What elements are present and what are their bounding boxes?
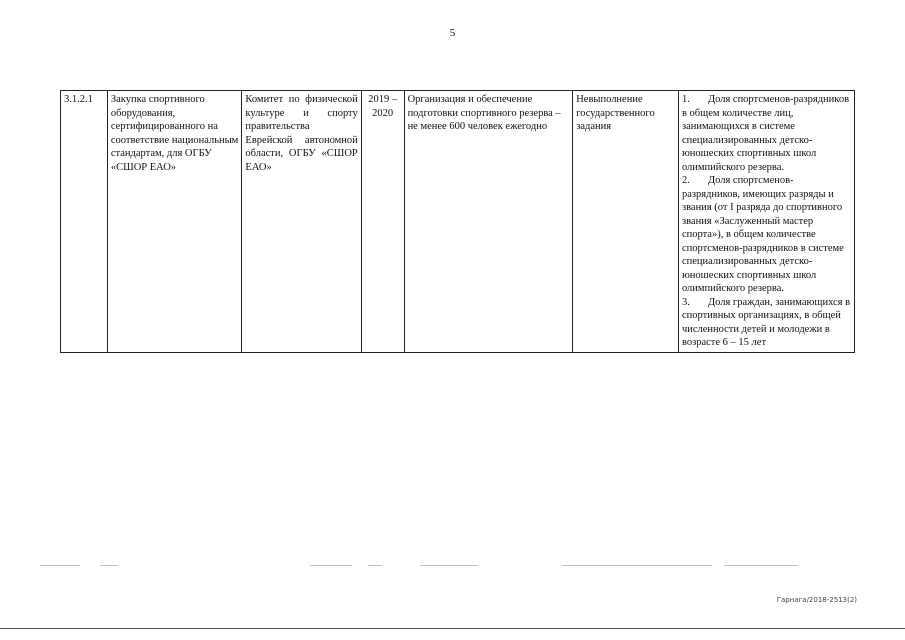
- indicator-text: Доля спортсменов-разрядников в общем количестве лиц, занимающихся в системе специализированных детско-юношеских спортивных школ олимпийского резерва.: [681, 94, 850, 173]
- scan-artifact-line: [368, 565, 382, 566]
- indicator-number: 1.: [681, 94, 690, 105]
- program-table: [60, 90, 855, 353]
- implementation-years: 2019 – 2020: [361, 91, 404, 353]
- indicator-item: [682, 296, 851, 350]
- non-implementation-risk: Невыполнение государственного задания: [573, 91, 679, 353]
- scan-artifact-line: [562, 565, 712, 566]
- scan-artifact-line: [420, 565, 478, 566]
- scan-artifact-line: [724, 565, 798, 566]
- expected-result: Организация и обеспечение подготовки спортивного резерва – не менее 600 человек ежегодно: [404, 91, 573, 353]
- indicator-number: 3.: [681, 296, 690, 308]
- scan-artifact-line: [100, 565, 118, 566]
- indicator-text: Доля граждан, занимающихся в спортивных организациях, в общей численности детей и молодежи в возрасте 6 – 15 лет: [681, 296, 851, 348]
- scan-artifact-line: [310, 565, 352, 566]
- bottom-rule: [0, 628, 905, 629]
- indicator-text: Доля спортсменов-разрядников, имеющих разряды и звания (от I разряда до спортивного звания «Заслуженный мастер спорта»), в общем количестве спортсменов-разрядников в системе специализированных детско-юношеских спортивных школ олимпийского резерва.: [681, 175, 844, 294]
- indicator-item: [682, 174, 851, 296]
- executor-text: Комитет по физической культуре и спорту правительства Еврейской автономной области, ОГБУ «СШОР ЕАО»: [245, 94, 358, 173]
- indicator-item: [682, 93, 851, 174]
- item-number: 3.1.2.1: [61, 91, 108, 353]
- table-row: [61, 91, 855, 353]
- scan-artifact-line: [40, 565, 80, 566]
- indicators-cell: [678, 91, 854, 353]
- measure-title: Закупка спортивного оборудования, сертифицированного на соответствие национальным стандартам, для ОГБУ «СШОР ЕАО»: [107, 91, 242, 353]
- page-number: 5: [449, 27, 456, 39]
- indicator-number: 2.: [681, 175, 690, 186]
- responsible-executor: [242, 91, 361, 353]
- document-stamp: Гарнага/2018-2513(2): [776, 596, 857, 604]
